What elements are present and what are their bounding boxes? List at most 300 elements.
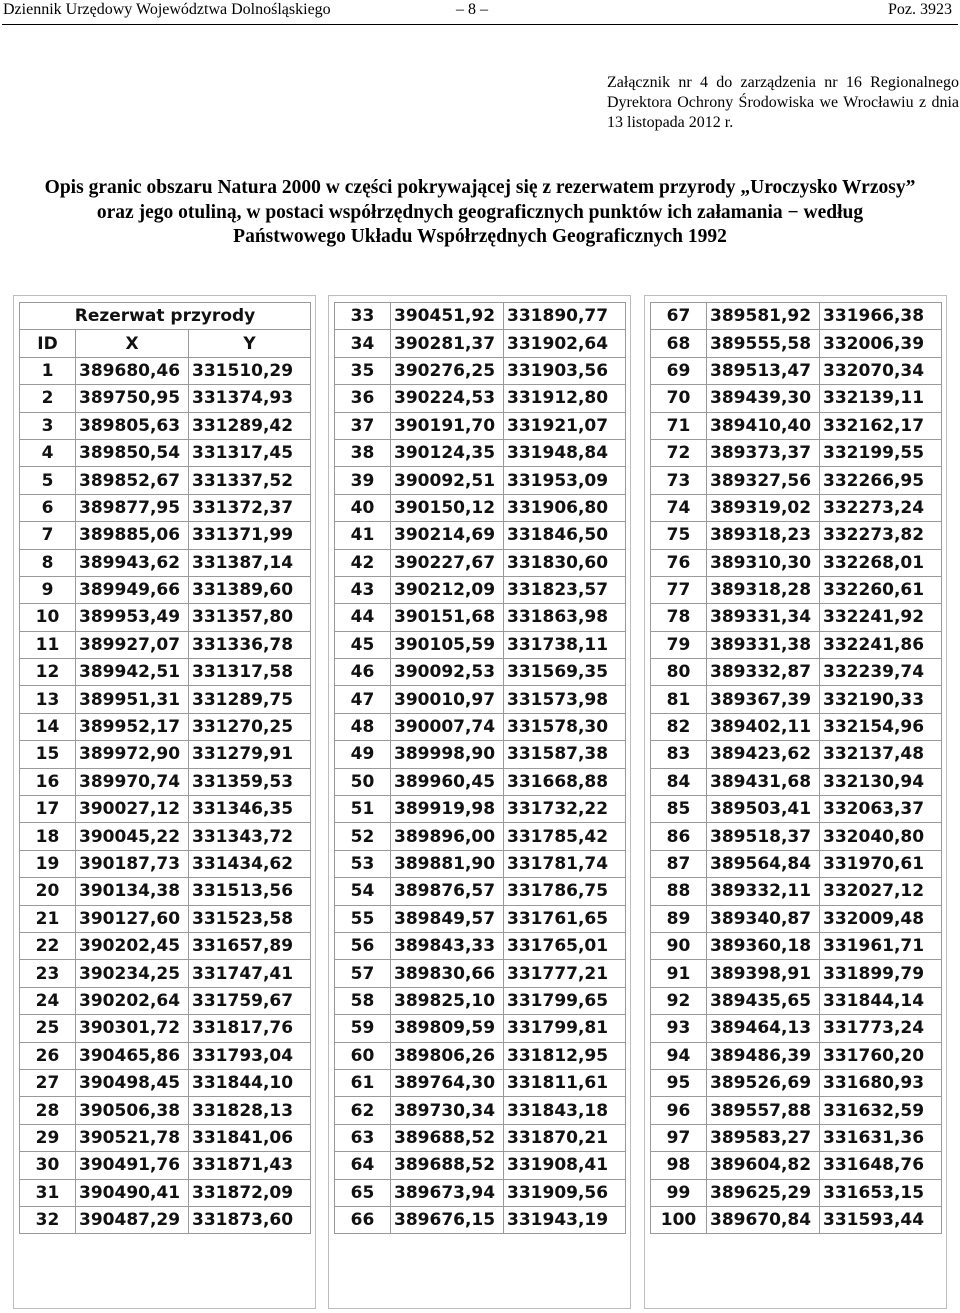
- x-coordinate: 389557,88: [707, 1097, 820, 1124]
- x-coordinate: 390202,64: [76, 987, 189, 1014]
- x-coordinate: 390127,60: [76, 905, 189, 932]
- point-id: 100: [651, 1206, 707, 1233]
- x-coordinate: 389676,15: [391, 1206, 504, 1233]
- page-number: – 8 –: [456, 1, 488, 18]
- point-id: 21: [20, 905, 76, 932]
- table-row: [335, 522, 626, 549]
- y-coordinate: 331760,20: [820, 1042, 942, 1069]
- point-id: 47: [335, 686, 391, 713]
- table-row: [20, 631, 311, 658]
- y-coordinate: 332199,55: [820, 439, 942, 466]
- x-coordinate: 389581,92: [707, 303, 820, 330]
- point-id: 58: [335, 987, 391, 1014]
- y-coordinate: 331902,64: [504, 330, 626, 357]
- table-row: [20, 412, 311, 439]
- y-coordinate: 331346,35: [189, 796, 311, 823]
- point-id: 16: [20, 768, 76, 795]
- y-coordinate: 331336,78: [189, 631, 311, 658]
- point-id: 32: [20, 1206, 76, 1233]
- x-coordinate: 390010,97: [391, 686, 504, 713]
- y-coordinate: 331909,56: [504, 1179, 626, 1206]
- x-coordinate: 389943,62: [76, 549, 189, 576]
- x-coordinate: 389367,39: [707, 686, 820, 713]
- table-row: [335, 604, 626, 631]
- y-coordinate: 331343,72: [189, 823, 311, 850]
- header-rule: [2, 24, 958, 25]
- table-row: [20, 467, 311, 494]
- point-id: 81: [651, 686, 707, 713]
- table-row: [651, 522, 942, 549]
- y-coordinate: 331906,80: [504, 494, 626, 521]
- table-row: [651, 659, 942, 686]
- point-id: 23: [20, 960, 76, 987]
- x-coordinate: 390498,45: [76, 1069, 189, 1096]
- y-coordinate: 331289,75: [189, 686, 311, 713]
- table-row: [651, 1097, 942, 1124]
- column-header: X: [76, 330, 189, 357]
- table-row: [20, 1152, 311, 1179]
- y-coordinate: 331966,38: [820, 303, 942, 330]
- y-coordinate: 331921,07: [504, 412, 626, 439]
- table-row: [335, 878, 626, 905]
- x-coordinate: 389850,54: [76, 439, 189, 466]
- x-coordinate: 389750,95: [76, 385, 189, 412]
- table-row: [335, 987, 626, 1014]
- table-row: [335, 385, 626, 412]
- point-id: 17: [20, 796, 76, 823]
- point-id: 85: [651, 796, 707, 823]
- point-id: 76: [651, 549, 707, 576]
- table-row: [335, 357, 626, 384]
- x-coordinate: 390276,25: [391, 357, 504, 384]
- point-id: 31: [20, 1179, 76, 1206]
- coordinates-table: [650, 302, 942, 1234]
- table-row: [651, 823, 942, 850]
- point-id: 28: [20, 1097, 76, 1124]
- x-coordinate: 389486,39: [707, 1042, 820, 1069]
- point-id: 95: [651, 1069, 707, 1096]
- point-id: 74: [651, 494, 707, 521]
- point-id: 92: [651, 987, 707, 1014]
- table-row: [335, 1042, 626, 1069]
- y-coordinate: 331317,58: [189, 659, 311, 686]
- table-row: [20, 713, 311, 740]
- y-coordinate: 332260,61: [820, 576, 942, 603]
- y-coordinate: 331374,93: [189, 385, 311, 412]
- x-coordinate: 389518,37: [707, 823, 820, 850]
- title-line: Państwowego Układu Współrzędnych Geograficznych 1992: [233, 226, 727, 247]
- point-id: 10: [20, 604, 76, 631]
- column-header: ID: [20, 330, 76, 357]
- x-coordinate: 390124,35: [391, 439, 504, 466]
- table-row: [651, 768, 942, 795]
- point-id: 3: [20, 412, 76, 439]
- point-id: 52: [335, 823, 391, 850]
- point-id: 26: [20, 1042, 76, 1069]
- table-row: [651, 987, 942, 1014]
- table-row: [651, 1124, 942, 1151]
- y-coordinate: 331785,42: [504, 823, 626, 850]
- point-id: 69: [651, 357, 707, 384]
- point-id: 84: [651, 768, 707, 795]
- x-coordinate: 389849,57: [391, 905, 504, 932]
- point-id: 51: [335, 796, 391, 823]
- point-id: 48: [335, 713, 391, 740]
- y-coordinate: 331841,06: [189, 1124, 311, 1151]
- x-coordinate: 390092,51: [391, 467, 504, 494]
- table-row: [20, 960, 311, 987]
- y-coordinate: 331830,60: [504, 549, 626, 576]
- table-row: [651, 494, 942, 521]
- point-id: 45: [335, 631, 391, 658]
- point-id: 43: [335, 576, 391, 603]
- document-title: [0, 176, 960, 250]
- table-row: [335, 439, 626, 466]
- y-coordinate: 331844,14: [820, 987, 942, 1014]
- table-row: [20, 850, 311, 877]
- x-coordinate: 389670,84: [707, 1206, 820, 1233]
- x-coordinate: 389625,29: [707, 1179, 820, 1206]
- table-row: [20, 576, 311, 603]
- point-id: 40: [335, 494, 391, 521]
- table-row: [651, 850, 942, 877]
- point-id: 96: [651, 1097, 707, 1124]
- y-coordinate: 332070,34: [820, 357, 942, 384]
- x-coordinate: 389764,30: [391, 1069, 504, 1096]
- table-row: [651, 467, 942, 494]
- point-id: 12: [20, 659, 76, 686]
- y-coordinate: 331843,18: [504, 1097, 626, 1124]
- table-row: [335, 576, 626, 603]
- table-row: [20, 932, 311, 959]
- table-row: [651, 439, 942, 466]
- point-id: 30: [20, 1152, 76, 1179]
- x-coordinate: 390212,09: [391, 576, 504, 603]
- y-coordinate: 331903,56: [504, 357, 626, 384]
- table-row: [335, 1179, 626, 1206]
- x-coordinate: 389919,98: [391, 796, 504, 823]
- y-coordinate: 331593,44: [820, 1206, 942, 1233]
- x-coordinate: 389843,33: [391, 932, 504, 959]
- x-coordinate: 389583,27: [707, 1124, 820, 1151]
- y-coordinate: 331738,11: [504, 631, 626, 658]
- table-row: [651, 1179, 942, 1206]
- y-coordinate: 331799,65: [504, 987, 626, 1014]
- x-coordinate: 390487,29: [76, 1206, 189, 1233]
- y-coordinate: 331777,21: [504, 960, 626, 987]
- position-number: Poz. 3923: [888, 1, 952, 18]
- y-coordinate: 332063,37: [820, 796, 942, 823]
- x-coordinate: 389513,47: [707, 357, 820, 384]
- x-coordinate: 389972,90: [76, 741, 189, 768]
- y-coordinate: 331513,56: [189, 878, 311, 905]
- x-coordinate: 390521,78: [76, 1124, 189, 1151]
- y-coordinate: 331387,14: [189, 549, 311, 576]
- x-coordinate: 389927,07: [76, 631, 189, 658]
- x-coordinate: 389970,74: [76, 768, 189, 795]
- y-coordinate: 332139,11: [820, 385, 942, 412]
- point-id: 79: [651, 631, 707, 658]
- point-id: 19: [20, 850, 76, 877]
- x-coordinate: 389331,34: [707, 604, 820, 631]
- point-id: 82: [651, 713, 707, 740]
- point-id: 80: [651, 659, 707, 686]
- point-id: 36: [335, 385, 391, 412]
- y-coordinate: 332040,80: [820, 823, 942, 850]
- table-row: [651, 1015, 942, 1042]
- table-row: [335, 850, 626, 877]
- table-row: [20, 494, 311, 521]
- coordinates-table: [334, 302, 626, 1234]
- x-coordinate: 389951,31: [76, 686, 189, 713]
- y-coordinate: 331279,91: [189, 741, 311, 768]
- point-id: 86: [651, 823, 707, 850]
- x-coordinate: 389435,65: [707, 987, 820, 1014]
- y-coordinate: 331371,99: [189, 522, 311, 549]
- y-coordinate: 331873,60: [189, 1206, 311, 1233]
- point-id: 54: [335, 878, 391, 905]
- y-coordinate: 331578,30: [504, 713, 626, 740]
- table-row: [20, 768, 311, 795]
- point-id: 91: [651, 960, 707, 987]
- x-coordinate: 390281,37: [391, 330, 504, 357]
- point-id: 14: [20, 713, 76, 740]
- point-id: 53: [335, 850, 391, 877]
- x-coordinate: 389332,11: [707, 878, 820, 905]
- y-coordinate: 331812,95: [504, 1042, 626, 1069]
- y-coordinate: 331434,62: [189, 850, 311, 877]
- x-coordinate: 390092,53: [391, 659, 504, 686]
- table-row: [20, 1015, 311, 1042]
- x-coordinate: 390027,12: [76, 796, 189, 823]
- point-id: 27: [20, 1069, 76, 1096]
- point-id: 73: [651, 467, 707, 494]
- x-coordinate: 389555,58: [707, 330, 820, 357]
- table-row: [651, 960, 942, 987]
- x-coordinate: 389896,00: [391, 823, 504, 850]
- x-coordinate: 390506,38: [76, 1097, 189, 1124]
- y-coordinate: 332273,24: [820, 494, 942, 521]
- point-id: 25: [20, 1015, 76, 1042]
- y-coordinate: 331357,80: [189, 604, 311, 631]
- point-id: 29: [20, 1124, 76, 1151]
- table-row: [20, 741, 311, 768]
- table-row: [651, 1206, 942, 1233]
- y-coordinate: 331912,80: [504, 385, 626, 412]
- table-row: [335, 713, 626, 740]
- y-coordinate: 331970,61: [820, 850, 942, 877]
- table-row: [335, 686, 626, 713]
- x-coordinate: 390007,74: [391, 713, 504, 740]
- table-row: [335, 741, 626, 768]
- point-id: 4: [20, 439, 76, 466]
- x-coordinate: 389526,69: [707, 1069, 820, 1096]
- x-coordinate: 389464,13: [707, 1015, 820, 1042]
- x-coordinate: 389877,95: [76, 494, 189, 521]
- table-row: [335, 905, 626, 932]
- table-row: [20, 439, 311, 466]
- x-coordinate: 389503,41: [707, 796, 820, 823]
- y-coordinate: 331337,52: [189, 467, 311, 494]
- y-coordinate: 331317,45: [189, 439, 311, 466]
- x-coordinate: 390134,38: [76, 878, 189, 905]
- point-id: 83: [651, 741, 707, 768]
- y-coordinate: 331632,59: [820, 1097, 942, 1124]
- x-coordinate: 390451,92: [391, 303, 504, 330]
- column-header: Y: [189, 330, 311, 357]
- table-row: [20, 796, 311, 823]
- table-row: [335, 631, 626, 658]
- point-id: 90: [651, 932, 707, 959]
- point-id: 59: [335, 1015, 391, 1042]
- x-coordinate: 389318,28: [707, 576, 820, 603]
- table-row: [651, 932, 942, 959]
- table-row: [335, 932, 626, 959]
- y-coordinate: 331569,35: [504, 659, 626, 686]
- x-coordinate: 389310,30: [707, 549, 820, 576]
- point-id: 46: [335, 659, 391, 686]
- table-row: [20, 385, 311, 412]
- table-row: [335, 659, 626, 686]
- y-coordinate: 331573,98: [504, 686, 626, 713]
- y-coordinate: 332190,33: [820, 686, 942, 713]
- table-row: [20, 1042, 311, 1069]
- table-caption-row: [20, 303, 311, 330]
- table-row: [651, 303, 942, 330]
- point-id: 15: [20, 741, 76, 768]
- point-id: 55: [335, 905, 391, 932]
- x-coordinate: 389953,49: [76, 604, 189, 631]
- x-coordinate: 390045,22: [76, 823, 189, 850]
- table-row: [20, 878, 311, 905]
- point-id: 35: [335, 357, 391, 384]
- point-id: 61: [335, 1069, 391, 1096]
- table-row: [651, 604, 942, 631]
- table-row: [335, 467, 626, 494]
- x-coordinate: 390234,25: [76, 960, 189, 987]
- point-id: 42: [335, 549, 391, 576]
- x-coordinate: 389680,46: [76, 357, 189, 384]
- point-id: 70: [651, 385, 707, 412]
- x-coordinate: 390465,86: [76, 1042, 189, 1069]
- y-coordinate: 332273,82: [820, 522, 942, 549]
- table-row: [335, 796, 626, 823]
- x-coordinate: 389885,06: [76, 522, 189, 549]
- point-id: 98: [651, 1152, 707, 1179]
- table-row: [20, 1124, 311, 1151]
- x-coordinate: 389805,63: [76, 412, 189, 439]
- point-id: 24: [20, 987, 76, 1014]
- table-row: [335, 823, 626, 850]
- point-id: 44: [335, 604, 391, 631]
- y-coordinate: 331961,71: [820, 932, 942, 959]
- journal-title: Dziennik Urzędowy Województwa Dolnośląskiego: [3, 1, 331, 18]
- y-coordinate: 331389,60: [189, 576, 311, 603]
- table-row: [20, 686, 311, 713]
- y-coordinate: 331773,24: [820, 1015, 942, 1042]
- point-id: 94: [651, 1042, 707, 1069]
- x-coordinate: 390227,67: [391, 549, 504, 576]
- y-coordinate: 331510,29: [189, 357, 311, 384]
- point-id: 34: [335, 330, 391, 357]
- point-id: 11: [20, 631, 76, 658]
- y-coordinate: 331943,19: [504, 1206, 626, 1233]
- y-coordinate: 332239,74: [820, 659, 942, 686]
- x-coordinate: 390150,12: [391, 494, 504, 521]
- table-row: [651, 330, 942, 357]
- x-coordinate: 389331,38: [707, 631, 820, 658]
- x-coordinate: 389410,40: [707, 412, 820, 439]
- y-coordinate: 331786,75: [504, 878, 626, 905]
- x-coordinate: 390301,72: [76, 1015, 189, 1042]
- point-id: 78: [651, 604, 707, 631]
- table-row: [20, 549, 311, 576]
- y-coordinate: 332268,01: [820, 549, 942, 576]
- title-line: Opis granic obszaru Natura 2000 w części pokrywającej się z rezerwatem przyrody „Uroczysko Wrzosy”: [44, 177, 916, 198]
- x-coordinate: 389960,45: [391, 768, 504, 795]
- x-coordinate: 390105,59: [391, 631, 504, 658]
- point-id: 2: [20, 385, 76, 412]
- point-id: 39: [335, 467, 391, 494]
- table-row: [651, 357, 942, 384]
- y-coordinate: 331289,42: [189, 412, 311, 439]
- y-coordinate: 331793,04: [189, 1042, 311, 1069]
- table-row: [651, 905, 942, 932]
- y-coordinate: 332266,95: [820, 467, 942, 494]
- x-coordinate: 389439,30: [707, 385, 820, 412]
- x-coordinate: 389340,87: [707, 905, 820, 932]
- table-row: [20, 905, 311, 932]
- y-coordinate: 331372,37: [189, 494, 311, 521]
- y-coordinate: 331899,79: [820, 960, 942, 987]
- x-coordinate: 389373,37: [707, 439, 820, 466]
- table-row: [335, 768, 626, 795]
- x-coordinate: 389423,62: [707, 741, 820, 768]
- x-coordinate: 390214,69: [391, 522, 504, 549]
- y-coordinate: 331631,36: [820, 1124, 942, 1151]
- x-coordinate: 389942,51: [76, 659, 189, 686]
- x-coordinate: 390224,53: [391, 385, 504, 412]
- x-coordinate: 389402,11: [707, 713, 820, 740]
- point-id: 8: [20, 549, 76, 576]
- table-row: [651, 1069, 942, 1096]
- y-coordinate: 331953,09: [504, 467, 626, 494]
- y-coordinate: 331270,25: [189, 713, 311, 740]
- x-coordinate: 390491,76: [76, 1152, 189, 1179]
- point-id: 87: [651, 850, 707, 877]
- table-row: [20, 522, 311, 549]
- y-coordinate: 331765,01: [504, 932, 626, 959]
- table-row: [335, 1015, 626, 1042]
- x-coordinate: 390191,70: [391, 412, 504, 439]
- point-id: 18: [20, 823, 76, 850]
- point-id: 72: [651, 439, 707, 466]
- point-id: 6: [20, 494, 76, 521]
- y-coordinate: 331890,77: [504, 303, 626, 330]
- table-row: [335, 494, 626, 521]
- table-row: [651, 1152, 942, 1179]
- y-coordinate: 331657,89: [189, 932, 311, 959]
- x-coordinate: 389809,59: [391, 1015, 504, 1042]
- table-row: [335, 330, 626, 357]
- y-coordinate: 331799,81: [504, 1015, 626, 1042]
- table-row: [335, 1206, 626, 1233]
- table-row: [651, 576, 942, 603]
- table-row: [20, 1179, 311, 1206]
- table-row: [335, 960, 626, 987]
- y-coordinate: 331871,43: [189, 1152, 311, 1179]
- table-row: [20, 357, 311, 384]
